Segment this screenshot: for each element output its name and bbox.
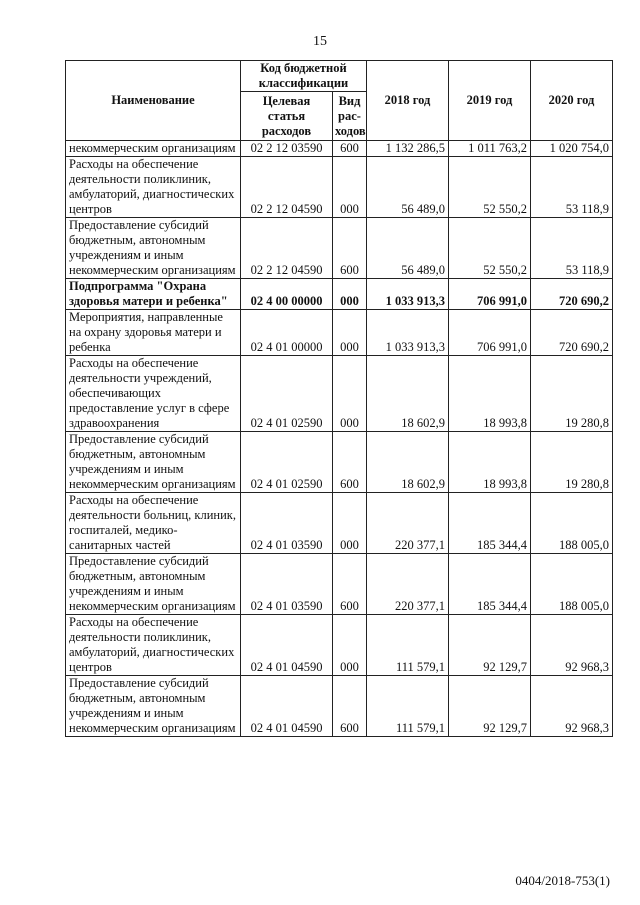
row-expense-kind: 000 bbox=[333, 279, 367, 310]
row-expense-kind: 000 bbox=[333, 615, 367, 676]
table-row bbox=[66, 356, 613, 432]
header-2019: 2019 год bbox=[449, 61, 531, 141]
row-value-2020: 19 280,8 bbox=[531, 432, 613, 493]
table-body bbox=[66, 141, 613, 737]
row-value-2018: 111 579,1 bbox=[367, 615, 449, 676]
document-code: 0404/2018-753(1) bbox=[515, 873, 610, 888]
row-value-2019: 706 991,0 bbox=[449, 279, 531, 310]
row-value-2020: 1 020 754,0 bbox=[531, 141, 613, 157]
row-value-2018: 111 579,1 bbox=[367, 676, 449, 737]
row-expense-kind: 000 bbox=[333, 310, 367, 356]
header-code-group: Код бюджетной классификации bbox=[241, 61, 367, 92]
row-name: Предоставление субсидий бюджетным, автономным учреждениям и иным некоммерческим организациям bbox=[66, 432, 241, 493]
row-name: Подпрограмма "Охрана здоровья матери и ребенка" bbox=[66, 279, 241, 310]
row-value-2020: 92 968,3 bbox=[531, 676, 613, 737]
row-value-2018: 1 033 913,3 bbox=[367, 310, 449, 356]
header-2018: 2018 год bbox=[367, 61, 449, 141]
row-value-2018: 56 489,0 bbox=[367, 157, 449, 218]
row-expense-kind: 600 bbox=[333, 554, 367, 615]
row-value-2020: 92 968,3 bbox=[531, 615, 613, 676]
header-name: Наименование bbox=[66, 61, 241, 141]
table-row bbox=[66, 493, 613, 554]
row-value-2019: 185 344,4 bbox=[449, 554, 531, 615]
row-name: Расходы на обеспечение деятельности больниц, клиник, госпиталей, медико-санитарных частей bbox=[66, 493, 241, 554]
row-value-2020: 53 118,9 bbox=[531, 157, 613, 218]
row-target-code: 02 4 01 04590 bbox=[241, 676, 333, 737]
row-target-code: 02 4 01 03590 bbox=[241, 493, 333, 554]
row-target-code: 02 4 01 03590 bbox=[241, 554, 333, 615]
row-value-2020: 19 280,8 bbox=[531, 356, 613, 432]
row-value-2019: 52 550,2 bbox=[449, 157, 531, 218]
page-number: 15 bbox=[313, 34, 327, 49]
row-target-code: 02 4 01 02590 bbox=[241, 356, 333, 432]
row-name: Предоставление субсидий бюджетным, автономным учреждениям и иным некоммерческим организациям bbox=[66, 218, 241, 279]
row-name: Расходы на обеспечение деятельности учреждений, обеспечивающих предоставление услуг в сфере здравоохранения bbox=[66, 356, 241, 432]
table-row bbox=[66, 218, 613, 279]
row-value-2018: 56 489,0 bbox=[367, 218, 449, 279]
row-name: Расходы на обеспечение деятельности поликлиник, амбулаторий, диагностических центров bbox=[66, 157, 241, 218]
table-row bbox=[66, 676, 613, 737]
row-target-code: 02 4 01 00000 bbox=[241, 310, 333, 356]
row-target-code: 02 4 01 04590 bbox=[241, 615, 333, 676]
table-row bbox=[66, 310, 613, 356]
header-2020: 2020 год bbox=[531, 61, 613, 141]
row-value-2018: 18 602,9 bbox=[367, 432, 449, 493]
row-value-2018: 220 377,1 bbox=[367, 554, 449, 615]
row-value-2019: 1 011 763,2 bbox=[449, 141, 531, 157]
row-value-2019: 185 344,4 bbox=[449, 493, 531, 554]
row-expense-kind: 600 bbox=[333, 432, 367, 493]
row-value-2020: 53 118,9 bbox=[531, 218, 613, 279]
row-value-2018: 1 132 286,5 bbox=[367, 141, 449, 157]
row-expense-kind: 000 bbox=[333, 356, 367, 432]
row-value-2019: 52 550,2 bbox=[449, 218, 531, 279]
row-value-2018: 220 377,1 bbox=[367, 493, 449, 554]
row-value-2020: 188 005,0 bbox=[531, 554, 613, 615]
table-row bbox=[66, 554, 613, 615]
row-value-2020: 188 005,0 bbox=[531, 493, 613, 554]
row-expense-kind: 600 bbox=[333, 676, 367, 737]
row-expense-kind: 600 bbox=[333, 218, 367, 279]
row-name: Мероприятия, направленные на охрану здоровья матери и ребенка bbox=[66, 310, 241, 356]
row-value-2020: 720 690,2 bbox=[531, 279, 613, 310]
row-name: Предоставление субсидий бюджетным, автономным учреждениям и иным некоммерческим организациям bbox=[66, 676, 241, 737]
row-expense-kind: 600 bbox=[333, 141, 367, 157]
header-target-article: Целевая статья расходов bbox=[241, 92, 333, 141]
row-target-code: 02 2 12 04590 bbox=[241, 157, 333, 218]
row-value-2019: 92 129,7 bbox=[449, 676, 531, 737]
table-row bbox=[66, 432, 613, 493]
row-value-2019: 18 993,8 bbox=[449, 356, 531, 432]
row-name: Предоставление субсидий бюджетным, автономным учреждениям и иным некоммерческим организациям bbox=[66, 554, 241, 615]
row-name: Расходы на обеспечение деятельности поликлиник, амбулаторий, диагностических центров bbox=[66, 615, 241, 676]
row-value-2019: 92 129,7 bbox=[449, 615, 531, 676]
table-row bbox=[66, 141, 613, 157]
row-expense-kind: 000 bbox=[333, 493, 367, 554]
row-name: некоммерческим организациям bbox=[66, 141, 241, 157]
table-row bbox=[66, 615, 613, 676]
row-target-code: 02 2 12 04590 bbox=[241, 218, 333, 279]
header-expense-kind: Вид рас-ходов bbox=[333, 92, 367, 141]
row-value-2018: 18 602,9 bbox=[367, 356, 449, 432]
row-value-2018: 1 033 913,3 bbox=[367, 279, 449, 310]
budget-table bbox=[65, 60, 613, 737]
row-value-2019: 706 991,0 bbox=[449, 310, 531, 356]
row-target-code: 02 4 01 02590 bbox=[241, 432, 333, 493]
row-target-code: 02 4 00 00000 bbox=[241, 279, 333, 310]
table-row bbox=[66, 279, 613, 310]
table-row bbox=[66, 157, 613, 218]
row-expense-kind: 000 bbox=[333, 157, 367, 218]
row-value-2020: 720 690,2 bbox=[531, 310, 613, 356]
row-target-code: 02 2 12 03590 bbox=[241, 141, 333, 157]
row-value-2019: 18 993,8 bbox=[449, 432, 531, 493]
